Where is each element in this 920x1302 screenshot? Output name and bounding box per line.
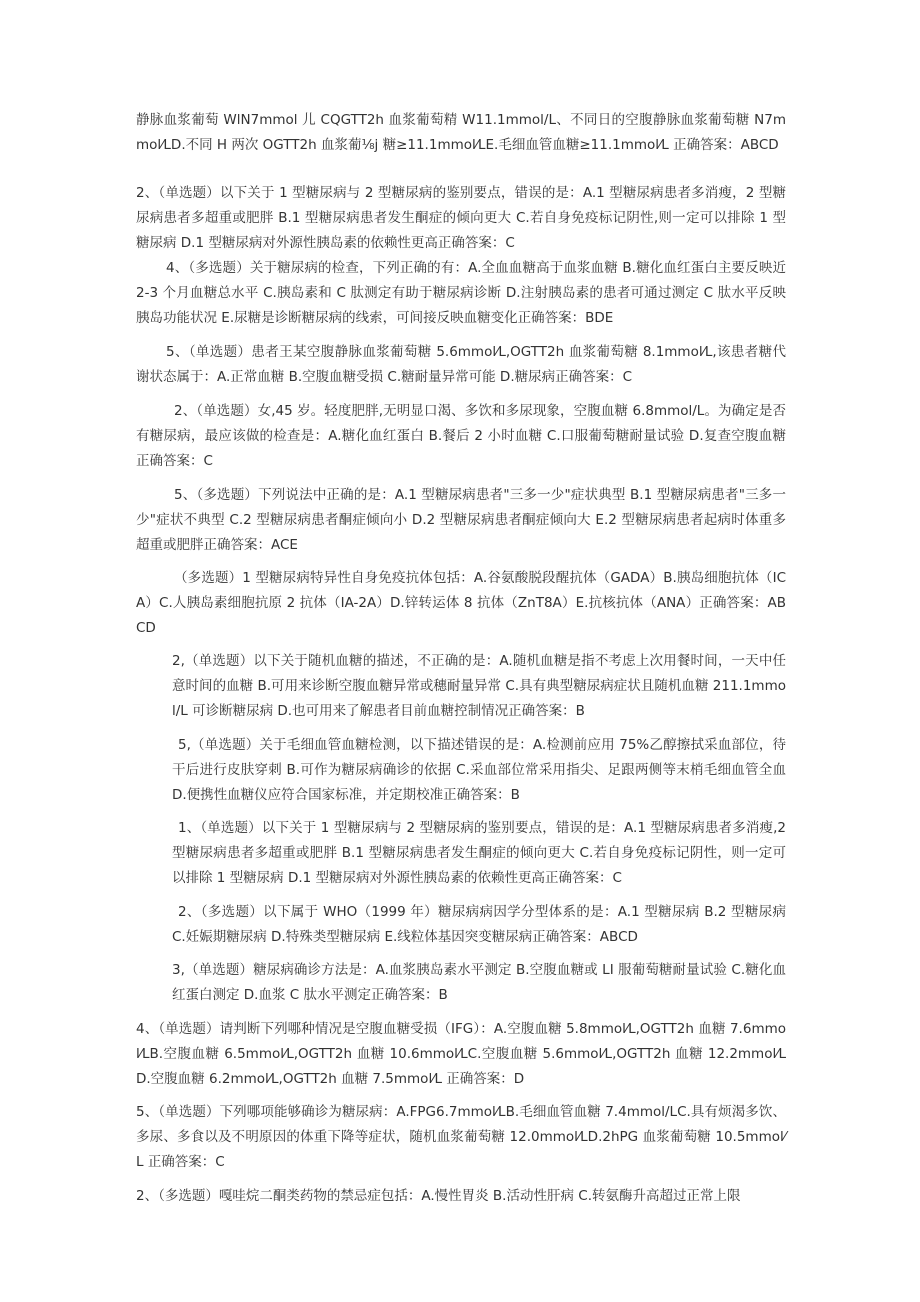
paragraph-1: 静脉血浆葡萄 WlN7mmol 儿 CQGTT2h 血浆葡萄精 W11.1mmol/L、不同日的空腹静脉血浆葡萄糖 N7mmol⁄LD.不同 H 两次 OGTT2h 血浆葡⅛j 糖≥11.1mmol⁄LE.毛细血管血糖≥11.1mmol⁄L 正确答案：ABCD xyxy=(136,112,786,153)
paragraph-2: 2、（单选题）以下关于 1 型糖尿病与 2 型糖尿病的鉴别要点，错误的是：A.1 型糖尿病患者多消瘦，2 型糖尿病患者多超重或肥胖 B.1 型糖尿病患者发生酮症的倾向更大 C.若自身免疫标记阴性,则一定可以排除 1 型糖尿病 D.1 型糖尿病对外源性胰岛素的依赖性更高正确答案：C xyxy=(136,185,786,251)
paragraph-10: 1、（单选题）以下关于 1 型糖尿病与 2 型糖尿病的鉴别要点，错误的是：A.1 型糖尿病患者多消瘦,2 型糖尿病患者多超重或肥胖 B.1 型糖尿病患者发生酮症的倾向更大 C.若自身免疫标记阴性，则一定可以排除 1 型糖尿病 D.1 型糖尿病对外源性胰岛素的依赖性更高正确答案：C xyxy=(172,820,791,886)
paragraph-12: 3,（单选题）糖尿病确诊方法是：A.血浆胰岛素水平测定 B.空腹血糖或 LI 服葡萄糖耐量试验 C.糖化血红蛋白测定 D.血浆 C 肽水平测定正确答案：B xyxy=(172,962,786,1003)
paragraph-9: 5,（单选题）关于毛细血管血糖检测，以下描述错误的是：A.检测前应用 75%乙醇擦拭采血部位，待干后进行皮肤穿刺 B.可作为糖尿病确诊的依据 C.采血部位常采用指尖、足跟两侧等末梢毛细血管全血 D.便携性血糖仪应符合国家标准，并定期校准正确答案：B xyxy=(172,737,791,803)
paragraph-5: 2、（单选题）女,45 岁。轻度肥胖,无明显口渴、多饮和多尿现象，空腹血糖 6.8mmol/L。为确定是否有糖尿病，最应该做的检查是：A.糖化血红蛋白 B.餐后 2 小时血糖 C.口服葡萄糖耐量试验 D.复查空腹血糖正确答案：C xyxy=(136,403,786,469)
paragraph-15: 2、（多选题）嘎哇烷二酮类药物的禁忌症包括：A.慢性胃炎 B.活动性肝病 C.转氨酶升高超过正常上限 xyxy=(136,1188,741,1204)
paragraph-11: 2、（多选题）以下属于 WHO（1999 年）糖尿病病因学分型体系的是：A.1 型糖尿病 B.2 型糖尿病 C.妊娠期糖尿病 D.特殊类型糖尿病 E.线粒体基因突变糖尿病正确答案：ABCD xyxy=(172,904,791,945)
paragraph-4: 5、（单选题）患者王某空腹静脉血浆葡萄糖 5.6mmol⁄L,OGTT2h 血浆葡萄糖 8.1mmol⁄L,该患者糖代谢状态属于：A.正常血糖 B.空腹血糖受损 C.糖耐量异常可能 D.糖尿病正确答案：C xyxy=(136,344,786,385)
paragraph-7: （多选题）1 型糖尿病特异性自身免疫抗体包括：A.谷氨酸脱段醒抗体（GADA）B.胰岛细胞抗体（ICA）C.人胰岛素细胞抗原 2 抗体（IA-2A）D.锌转运体 8 抗体（ZnT8A）E.抗核抗体（ANA）正确答案：ABCD xyxy=(136,570,786,636)
paragraph-6: 5、（多选题）下列说法中正确的是：A.1 型糖尿病患者"三多一少"症状典型 B.1 型糖尿病患者"三多一少"症状不典型 C.2 型糖尿病患者酮症倾向小 D.2 型糖尿病患者酮症倾向大 E.2 型糖尿病患者起病时体重多超重或肥胖正确答案：ACE xyxy=(136,487,786,553)
paragraph-3: 4、（多选题）关于糖尿病的检查，下列正确的有：A.全血血糖高于血浆血糖 B.糖化血红蛋白主要反映近 2-3 个月血糖总水平 C.胰岛素和 C 肽测定有助于糖尿病诊断 D.注射胰岛素的患者可通过测定 C 肽水平反映胰岛功能状况 E.尿糖是诊断糖尿病的线索，可间接反映血糖变化正确答案：BDE xyxy=(136,260,791,326)
paragraph-14: 5、（单选题）下列哪项能够确诊为糖尿病：A.FPG6.7mmol⁄LB.毛细血管血糖 7.4mmol/LC.具有烦渴多饮、多尿、多食以及不明原因的体重下降等症状，随机血浆葡萄糖 12.0mmol⁄LD.2hPG 血浆葡萄糖 10.5mmol⁄L 正确答案：C xyxy=(136,1104,786,1170)
paragraph-8: 2,（单选题）以下关于随机血糖的描述，不正确的是：A.随机血糖是指不考虑上次用餐时间，一天中任意时间的血糖 B.可用来诊断空腹血糖异常或穗耐量异常 C.具有典型糖尿病症状且随机血糖 211.1mmol/L 可诊断糖尿病 D.也可用来了解患者目前血糖控制情况正确答案：B xyxy=(172,653,786,719)
paragraph-13: 4、（单选题）请判断下列哪种情况是空腹血糖受损（IFG）：A.空腹血糖 5.8mmol⁄L,OGTT2h 血糖 7.6mmol⁄LB.空腹血糖 6.5mmol⁄L,OGTT2h 血糖 10.6mmol⁄LC.空腹血糖 5.6mmol⁄L,OGTT2h 血糖 12.2mmol⁄LD.空腹血糖 6.2mmol⁄L,OGTT2h 血糖 7.5mmol⁄L 正确答案：D xyxy=(136,1021,786,1087)
